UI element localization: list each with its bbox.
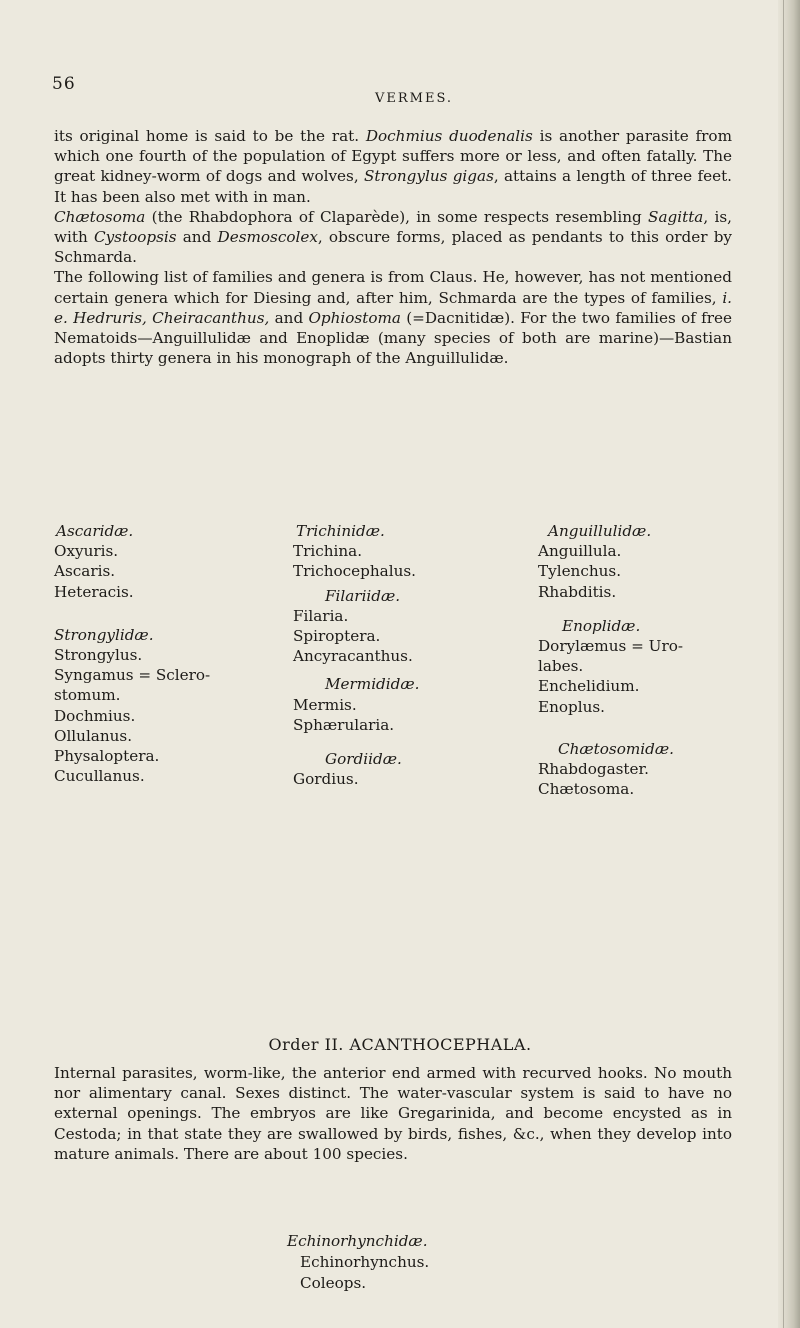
genus-name: Trichocephalus. xyxy=(293,562,416,581)
genus-name: Ollulanus. xyxy=(54,726,133,745)
family-echinorhynchidae: Echinorhynchidæ. xyxy=(287,1232,428,1250)
genus-name: Tylenchus. xyxy=(538,562,622,581)
page-edge-line xyxy=(783,0,784,1328)
italic-term: Chætosoma xyxy=(54,207,146,226)
genus-name: Rhabdogaster. xyxy=(538,760,649,779)
genera-anguillulidae xyxy=(538,541,738,602)
genera-ascaridae xyxy=(54,541,254,602)
echinorhynchidae-block xyxy=(287,1231,429,1294)
family-gordiidae: Gordiidæ. xyxy=(325,750,402,769)
order-heading: Order II. ACANTHOCEPHALA. xyxy=(268,1035,532,1054)
italic-term: Sagitta xyxy=(648,207,704,226)
intro-text xyxy=(54,126,732,368)
running-head: VERMES. xyxy=(375,91,454,106)
text-run: , attains a length of three feet. It has been also met with in man. xyxy=(54,167,733,206)
genera-filariidae xyxy=(293,606,493,667)
genera-mermididae xyxy=(293,695,493,735)
genus-name: Ascaris. xyxy=(54,562,116,581)
italic-term: Strongylus gigas xyxy=(363,167,494,186)
family-ascaridae: Ascaridæ. xyxy=(56,522,134,540)
text-run: The following list of families and genera is from Claus. He, however, has not mentioned certain genera which for Diesing and, after him, Schmarda are the types of families, xyxy=(54,268,732,307)
genus-name: Syngamus = Sclero- xyxy=(54,666,211,685)
genus-name: Physaloptera. xyxy=(54,747,160,766)
text-run: its original home is said to be the rat. xyxy=(54,127,366,145)
genus-name: Mermis. xyxy=(293,695,357,714)
text-run: (=Dacnitidæ). For the two families of free Nematoids—Anguillulidæ and Enoplidæ (many species of both are marine)—Bastian adopts thirty genera in his monograph of the Anguillulidæ. xyxy=(54,308,732,368)
genus-name: Rhabditis. xyxy=(538,582,617,601)
family-anguillulidae: Anguillulidæ. xyxy=(548,522,652,540)
column-1 xyxy=(54,521,254,786)
text-run: , obscure forms, placed as pendants to this order by Schmarda. xyxy=(54,228,733,267)
family-trichinidae: Trichinidæ. xyxy=(296,522,385,540)
page-number: 56 xyxy=(52,74,76,94)
genus-name: Enoplus. xyxy=(538,697,605,716)
text-run: and xyxy=(269,308,309,327)
genera-trichinidae xyxy=(293,541,493,581)
genus-name: Enchelidium. xyxy=(538,677,640,696)
genus-name: Filaria. xyxy=(293,606,349,625)
genus-name: Oxyuris. xyxy=(54,542,119,561)
paragraph-family-list xyxy=(54,267,732,368)
column-2 xyxy=(293,521,493,789)
family-chaetosomidae: Chætosomidæ. xyxy=(558,739,674,758)
family-strongylidae: Strongylidæ. xyxy=(54,625,154,644)
genus-name: Coleops. xyxy=(300,1274,367,1292)
text-run: and xyxy=(176,228,218,247)
genus-name: Trichina. xyxy=(293,542,363,561)
column-3 xyxy=(538,521,738,799)
family-enoplidae: Enoplidæ. xyxy=(562,616,641,635)
genus-name: Heteracis. xyxy=(54,582,134,601)
genera-chaetosomidae xyxy=(538,759,738,799)
genus-name: Chætosoma. xyxy=(538,780,635,799)
page-edge-shadow xyxy=(778,0,800,1328)
genus-name: Dorylæmus = Uro- xyxy=(538,637,683,656)
paragraph-chaetosoma xyxy=(54,207,732,268)
genus-name: stomum. xyxy=(54,686,121,705)
paragraph-dochmius xyxy=(54,126,732,207)
italic-term: Desmoscolex xyxy=(217,228,318,247)
text-run: (the Rhabdophora of Claparède), in some respects resembling xyxy=(145,207,649,226)
genus-name: Anguillula. xyxy=(538,542,622,561)
order-description xyxy=(54,1063,732,1164)
family-filariidae: Filariidæ. xyxy=(325,586,401,605)
genera-strongylidae xyxy=(54,645,254,786)
genus-name: Dochmius. xyxy=(54,706,136,725)
italic-term: Dochmius duodenalis xyxy=(365,127,533,145)
genus-name: Strongylus. xyxy=(54,646,143,665)
text-run: is another parasite from which one fourth of the population of Egypt suffers more or less, and often fatally. The great kidney-worm of dogs and wolves, xyxy=(54,127,732,186)
genus-name: Gordius. xyxy=(293,770,359,789)
genus-name: Sphærularia. xyxy=(293,715,395,734)
paragraph-acanthocephala: Internal parasites, worm-like, the anterior end armed with recurved hooks. No mouth nor alimentary canal. Sexes distinct. The water-vascular system is said to have no external openings. The embryos are like Gregarinida, and become encysted as in Cestoda; in that state they are swallowed by birds, fishes, &c., when they develop into mature animals. There are about 100 species. xyxy=(54,1064,732,1163)
genus-name: Cucullanus. xyxy=(54,767,145,786)
family-mermididae: Mermididæ. xyxy=(325,675,420,694)
genera-echinorhynchidae xyxy=(287,1252,429,1294)
genus-name: labes. xyxy=(538,657,584,676)
genus-name: Echinorhynchus. xyxy=(300,1253,430,1271)
italic-term: i. e. Hedruris, Cheiracanthus, xyxy=(54,288,732,327)
text-run: , is, with xyxy=(54,207,732,247)
genera-enoplidae xyxy=(538,636,738,717)
italic-term: Cystoopsis xyxy=(93,228,177,247)
genera-gordiidae xyxy=(293,769,493,789)
italic-term: Ophiostoma xyxy=(308,308,401,327)
genus-name: Ancyracanthus. xyxy=(293,647,413,666)
genus-name: Spiroptera. xyxy=(293,627,381,646)
